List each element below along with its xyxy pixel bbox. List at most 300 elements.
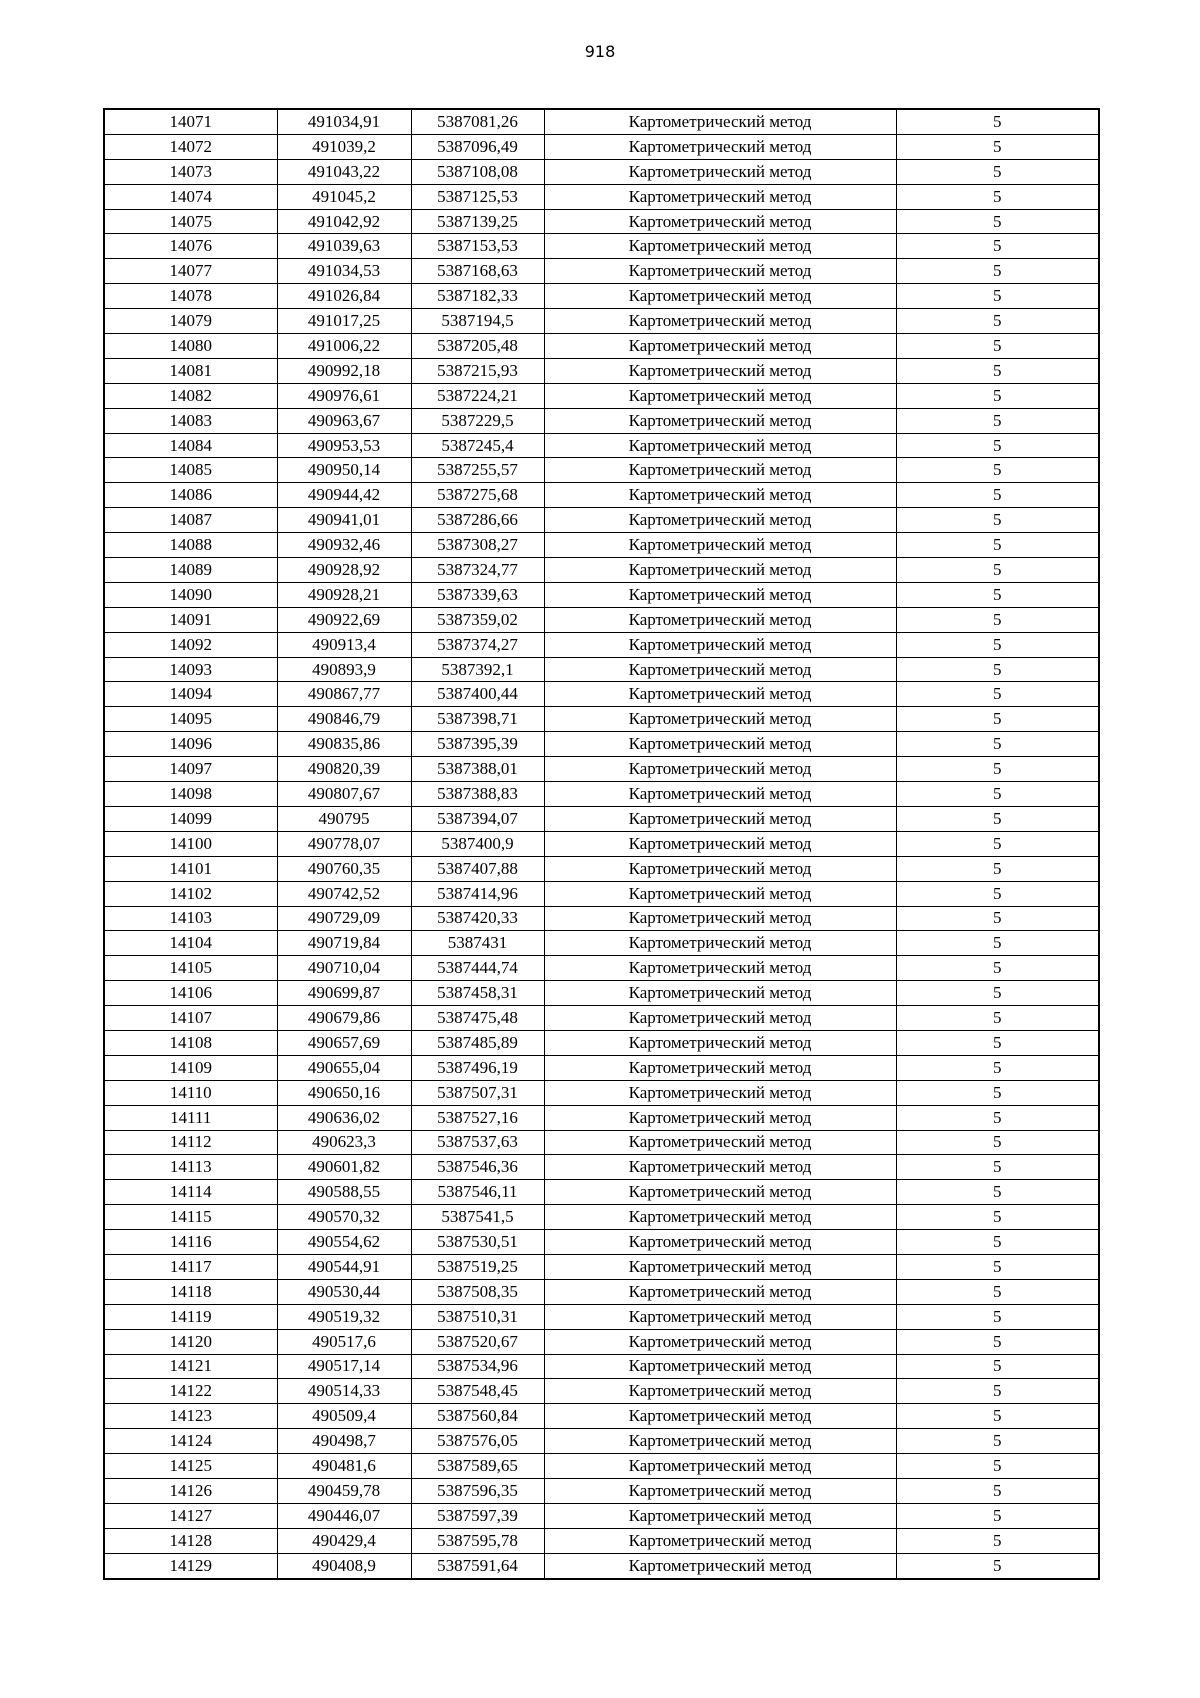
- table-row: [104, 433, 1099, 458]
- method-cell: Картометрический метод: [544, 1329, 896, 1354]
- x-coordinate-cell: 490601,82: [277, 1155, 411, 1180]
- table-row: [104, 1553, 1099, 1578]
- table-row: [104, 234, 1099, 259]
- point-number-cell: 14081: [104, 358, 277, 383]
- accuracy-cell: 5: [896, 159, 1099, 184]
- x-coordinate-cell: 490932,46: [277, 533, 411, 558]
- accuracy-cell: 5: [896, 732, 1099, 757]
- table-row: [104, 1279, 1099, 1304]
- point-number-cell: 14073: [104, 159, 277, 184]
- method-cell: Картометрический метод: [544, 607, 896, 632]
- method-cell: Картометрический метод: [544, 1354, 896, 1379]
- y-coordinate-cell: 5387589,65: [411, 1454, 544, 1479]
- y-coordinate-cell: 5387597,39: [411, 1503, 544, 1528]
- table-row: [104, 558, 1099, 583]
- y-coordinate-cell: 5387414,96: [411, 881, 544, 906]
- point-number-cell: 14111: [104, 1105, 277, 1130]
- accuracy-cell: 5: [896, 707, 1099, 732]
- accuracy-cell: 5: [896, 433, 1099, 458]
- y-coordinate-cell: 5387388,01: [411, 757, 544, 782]
- point-number-cell: 14074: [104, 184, 277, 209]
- method-cell: Картометрический метод: [544, 533, 896, 558]
- y-coordinate-cell: 5387507,31: [411, 1080, 544, 1105]
- point-number-cell: 14128: [104, 1528, 277, 1553]
- table-row: [104, 533, 1099, 558]
- y-coordinate-cell: 5387530,51: [411, 1230, 544, 1255]
- point-number-cell: 14109: [104, 1055, 277, 1080]
- point-number-cell: 14080: [104, 334, 277, 359]
- table-row: [104, 831, 1099, 856]
- table-row: [104, 1478, 1099, 1503]
- table-row: [104, 383, 1099, 408]
- accuracy-cell: 5: [896, 782, 1099, 807]
- y-coordinate-cell: 5387431: [411, 931, 544, 956]
- point-number-cell: 14076: [104, 234, 277, 259]
- point-number-cell: 14119: [104, 1304, 277, 1329]
- accuracy-cell: 5: [896, 259, 1099, 284]
- point-number-cell: 14123: [104, 1404, 277, 1429]
- method-cell: Картометрический метод: [544, 1503, 896, 1528]
- table-row: [104, 657, 1099, 682]
- method-cell: Картометрический метод: [544, 1230, 896, 1255]
- point-number-cell: 14082: [104, 383, 277, 408]
- y-coordinate-cell: 5387194,5: [411, 309, 544, 334]
- point-number-cell: 14084: [104, 433, 277, 458]
- accuracy-cell: 5: [896, 1205, 1099, 1230]
- method-cell: Картометрический метод: [544, 1105, 896, 1130]
- point-number-cell: 14117: [104, 1254, 277, 1279]
- x-coordinate-cell: 490760,35: [277, 856, 411, 881]
- accuracy-cell: 5: [896, 1254, 1099, 1279]
- table-row: [104, 458, 1099, 483]
- accuracy-cell: 5: [896, 657, 1099, 682]
- table-row: [104, 1454, 1099, 1479]
- accuracy-cell: 5: [896, 383, 1099, 408]
- point-number-cell: 14106: [104, 981, 277, 1006]
- table-row: [104, 906, 1099, 931]
- point-number-cell: 14112: [104, 1130, 277, 1155]
- point-number-cell: 14124: [104, 1429, 277, 1454]
- x-coordinate-cell: 490976,61: [277, 383, 411, 408]
- accuracy-cell: 5: [896, 881, 1099, 906]
- x-coordinate-cell: 490519,32: [277, 1304, 411, 1329]
- table-row: [104, 483, 1099, 508]
- accuracy-cell: 5: [896, 906, 1099, 931]
- method-cell: Картометрический метод: [544, 483, 896, 508]
- coordinates-table: [103, 108, 1100, 1580]
- table-row: [104, 1230, 1099, 1255]
- table-row: [104, 508, 1099, 533]
- method-cell: Картометрический метод: [544, 458, 896, 483]
- y-coordinate-cell: 5387595,78: [411, 1528, 544, 1553]
- method-cell: Картометрический метод: [544, 109, 896, 134]
- accuracy-cell: 5: [896, 458, 1099, 483]
- y-coordinate-cell: 5387537,63: [411, 1130, 544, 1155]
- point-number-cell: 14083: [104, 408, 277, 433]
- y-coordinate-cell: 5387519,25: [411, 1254, 544, 1279]
- y-coordinate-cell: 5387339,63: [411, 582, 544, 607]
- x-coordinate-cell: 490459,78: [277, 1478, 411, 1503]
- accuracy-cell: 5: [896, 533, 1099, 558]
- table-row: [104, 134, 1099, 159]
- table-row: [104, 159, 1099, 184]
- table-row: [104, 209, 1099, 234]
- table-row: [104, 707, 1099, 732]
- table-row: [104, 1105, 1099, 1130]
- x-coordinate-cell: 490928,21: [277, 582, 411, 607]
- y-coordinate-cell: 5387096,49: [411, 134, 544, 159]
- y-coordinate-cell: 5387139,25: [411, 209, 544, 234]
- accuracy-cell: 5: [896, 558, 1099, 583]
- accuracy-cell: 5: [896, 1478, 1099, 1503]
- point-number-cell: 14125: [104, 1454, 277, 1479]
- accuracy-cell: 5: [896, 1429, 1099, 1454]
- y-coordinate-cell: 5387534,96: [411, 1354, 544, 1379]
- x-coordinate-cell: 490913,4: [277, 632, 411, 657]
- method-cell: Картометрический метод: [544, 931, 896, 956]
- x-coordinate-cell: 490498,7: [277, 1429, 411, 1454]
- method-cell: Картометрический метод: [544, 981, 896, 1006]
- y-coordinate-cell: 5387591,64: [411, 1553, 544, 1578]
- point-number-cell: 14095: [104, 707, 277, 732]
- x-coordinate-cell: 490446,07: [277, 1503, 411, 1528]
- accuracy-cell: 5: [896, 981, 1099, 1006]
- table-row: [104, 782, 1099, 807]
- accuracy-cell: 5: [896, 1528, 1099, 1553]
- y-coordinate-cell: 5387394,07: [411, 806, 544, 831]
- y-coordinate-cell: 5387308,27: [411, 533, 544, 558]
- point-number-cell: 14116: [104, 1230, 277, 1255]
- y-coordinate-cell: 5387496,19: [411, 1055, 544, 1080]
- y-coordinate-cell: 5387485,89: [411, 1030, 544, 1055]
- method-cell: Картометрический метод: [544, 558, 896, 583]
- table-row: [104, 109, 1099, 134]
- x-coordinate-cell: 490514,33: [277, 1379, 411, 1404]
- method-cell: Картометрический метод: [544, 1130, 896, 1155]
- table-row: [104, 309, 1099, 334]
- x-coordinate-cell: 490893,9: [277, 657, 411, 682]
- point-number-cell: 14100: [104, 831, 277, 856]
- method-cell: Картометрический метод: [544, 234, 896, 259]
- x-coordinate-cell: 490742,52: [277, 881, 411, 906]
- table-row: [104, 956, 1099, 981]
- table-row: [104, 1130, 1099, 1155]
- accuracy-cell: 5: [896, 1304, 1099, 1329]
- table-row: [104, 1254, 1099, 1279]
- x-coordinate-cell: 490719,84: [277, 931, 411, 956]
- x-coordinate-cell: 490679,86: [277, 1006, 411, 1031]
- table-row: [104, 582, 1099, 607]
- table-row: [104, 1180, 1099, 1205]
- method-cell: Картометрический метод: [544, 1006, 896, 1031]
- y-coordinate-cell: 5387205,48: [411, 334, 544, 359]
- table-row: [104, 632, 1099, 657]
- y-coordinate-cell: 5387527,16: [411, 1105, 544, 1130]
- y-coordinate-cell: 5387520,67: [411, 1329, 544, 1354]
- accuracy-cell: 5: [896, 632, 1099, 657]
- point-number-cell: 14096: [104, 732, 277, 757]
- x-coordinate-cell: 490795: [277, 806, 411, 831]
- accuracy-cell: 5: [896, 1454, 1099, 1479]
- accuracy-cell: 5: [896, 309, 1099, 334]
- x-coordinate-cell: 490530,44: [277, 1279, 411, 1304]
- x-coordinate-cell: 490408,9: [277, 1553, 411, 1578]
- y-coordinate-cell: 5387168,63: [411, 259, 544, 284]
- x-coordinate-cell: 491039,2: [277, 134, 411, 159]
- table-row: [104, 1329, 1099, 1354]
- method-cell: Картометрический метод: [544, 881, 896, 906]
- page-number: 918: [584, 42, 616, 61]
- accuracy-cell: 5: [896, 109, 1099, 134]
- y-coordinate-cell: 5387444,74: [411, 956, 544, 981]
- accuracy-cell: 5: [896, 234, 1099, 259]
- table-row: [104, 856, 1099, 881]
- table-row: [104, 607, 1099, 632]
- table-row: [104, 1205, 1099, 1230]
- point-number-cell: 14086: [104, 483, 277, 508]
- point-number-cell: 14085: [104, 458, 277, 483]
- point-number-cell: 14118: [104, 1279, 277, 1304]
- y-coordinate-cell: 5387510,31: [411, 1304, 544, 1329]
- accuracy-cell: 5: [896, 931, 1099, 956]
- method-cell: Картометрический метод: [544, 806, 896, 831]
- y-coordinate-cell: 5387398,71: [411, 707, 544, 732]
- point-number-cell: 14129: [104, 1553, 277, 1578]
- y-coordinate-cell: 5387420,33: [411, 906, 544, 931]
- x-coordinate-cell: 490922,69: [277, 607, 411, 632]
- y-coordinate-cell: 5387245,4: [411, 433, 544, 458]
- y-coordinate-cell: 5387576,05: [411, 1429, 544, 1454]
- point-number-cell: 14102: [104, 881, 277, 906]
- accuracy-cell: 5: [896, 757, 1099, 782]
- point-number-cell: 14120: [104, 1329, 277, 1354]
- point-number-cell: 14087: [104, 508, 277, 533]
- table-row: [104, 1080, 1099, 1105]
- accuracy-cell: 5: [896, 607, 1099, 632]
- y-coordinate-cell: 5387224,21: [411, 383, 544, 408]
- point-number-cell: 14075: [104, 209, 277, 234]
- accuracy-cell: 5: [896, 1379, 1099, 1404]
- y-coordinate-cell: 5387395,39: [411, 732, 544, 757]
- method-cell: Картометрический метод: [544, 582, 896, 607]
- table-row: [104, 757, 1099, 782]
- y-coordinate-cell: 5387286,66: [411, 508, 544, 533]
- y-coordinate-cell: 5387541,5: [411, 1205, 544, 1230]
- method-cell: Картометрический метод: [544, 358, 896, 383]
- y-coordinate-cell: 5387392,1: [411, 657, 544, 682]
- x-coordinate-cell: 491039,63: [277, 234, 411, 259]
- y-coordinate-cell: 5387229,5: [411, 408, 544, 433]
- coordinates-table-body: [104, 109, 1099, 1579]
- y-coordinate-cell: 5387153,53: [411, 234, 544, 259]
- y-coordinate-cell: 5387374,27: [411, 632, 544, 657]
- y-coordinate-cell: 5387596,35: [411, 1478, 544, 1503]
- method-cell: Картометрический метод: [544, 757, 896, 782]
- method-cell: Картометрический метод: [544, 508, 896, 533]
- point-number-cell: 14104: [104, 931, 277, 956]
- x-coordinate-cell: 490517,6: [277, 1329, 411, 1354]
- accuracy-cell: 5: [896, 358, 1099, 383]
- x-coordinate-cell: 490517,14: [277, 1354, 411, 1379]
- x-coordinate-cell: 490544,91: [277, 1254, 411, 1279]
- point-number-cell: 14098: [104, 782, 277, 807]
- point-number-cell: 14097: [104, 757, 277, 782]
- y-coordinate-cell: 5387215,93: [411, 358, 544, 383]
- method-cell: Картометрический метод: [544, 632, 896, 657]
- y-coordinate-cell: 5387458,31: [411, 981, 544, 1006]
- x-coordinate-cell: 490941,01: [277, 508, 411, 533]
- y-coordinate-cell: 5387388,83: [411, 782, 544, 807]
- accuracy-cell: 5: [896, 1130, 1099, 1155]
- x-coordinate-cell: 490928,92: [277, 558, 411, 583]
- accuracy-cell: 5: [896, 1055, 1099, 1080]
- accuracy-cell: 5: [896, 1155, 1099, 1180]
- method-cell: Картометрический метод: [544, 1155, 896, 1180]
- accuracy-cell: 5: [896, 209, 1099, 234]
- x-coordinate-cell: 490820,39: [277, 757, 411, 782]
- x-coordinate-cell: 490992,18: [277, 358, 411, 383]
- accuracy-cell: 5: [896, 806, 1099, 831]
- x-coordinate-cell: 490509,4: [277, 1404, 411, 1429]
- accuracy-cell: 5: [896, 334, 1099, 359]
- method-cell: Картометрический метод: [544, 732, 896, 757]
- table-row: [104, 184, 1099, 209]
- y-coordinate-cell: 5387275,68: [411, 483, 544, 508]
- table-row: [104, 1030, 1099, 1055]
- point-number-cell: 14077: [104, 259, 277, 284]
- method-cell: Картометрический метод: [544, 1478, 896, 1503]
- x-coordinate-cell: 491017,25: [277, 309, 411, 334]
- x-coordinate-cell: 490570,32: [277, 1205, 411, 1230]
- x-coordinate-cell: 490729,09: [277, 906, 411, 931]
- y-coordinate-cell: 5387508,35: [411, 1279, 544, 1304]
- method-cell: Картометрический метод: [544, 707, 896, 732]
- point-number-cell: 14071: [104, 109, 277, 134]
- x-coordinate-cell: 490588,55: [277, 1180, 411, 1205]
- accuracy-cell: 5: [896, 1404, 1099, 1429]
- x-coordinate-cell: 491043,22: [277, 159, 411, 184]
- method-cell: Картометрический метод: [544, 209, 896, 234]
- point-number-cell: 14092: [104, 632, 277, 657]
- point-number-cell: 14089: [104, 558, 277, 583]
- accuracy-cell: 5: [896, 508, 1099, 533]
- method-cell: Картометрический метод: [544, 1254, 896, 1279]
- x-coordinate-cell: 490429,4: [277, 1528, 411, 1553]
- method-cell: Картометрический метод: [544, 1304, 896, 1329]
- x-coordinate-cell: 490867,77: [277, 682, 411, 707]
- y-coordinate-cell: 5387324,77: [411, 558, 544, 583]
- method-cell: Картометрический метод: [544, 831, 896, 856]
- table-row: [104, 334, 1099, 359]
- x-coordinate-cell: 490944,42: [277, 483, 411, 508]
- y-coordinate-cell: 5387407,88: [411, 856, 544, 881]
- table-row: [104, 1429, 1099, 1454]
- y-coordinate-cell: 5387255,57: [411, 458, 544, 483]
- method-cell: Картометрический метод: [544, 682, 896, 707]
- point-number-cell: 14113: [104, 1155, 277, 1180]
- x-coordinate-cell: 490650,16: [277, 1080, 411, 1105]
- point-number-cell: 14094: [104, 682, 277, 707]
- accuracy-cell: 5: [896, 831, 1099, 856]
- method-cell: Картометрический метод: [544, 657, 896, 682]
- accuracy-cell: 5: [896, 134, 1099, 159]
- method-cell: Картометрический метод: [544, 906, 896, 931]
- method-cell: Картометрический метод: [544, 1429, 896, 1454]
- point-number-cell: 14072: [104, 134, 277, 159]
- point-number-cell: 14127: [104, 1503, 277, 1528]
- accuracy-cell: 5: [896, 1230, 1099, 1255]
- table-row: [104, 1304, 1099, 1329]
- table-row: [104, 881, 1099, 906]
- method-cell: Картометрический метод: [544, 334, 896, 359]
- y-coordinate-cell: 5387081,26: [411, 109, 544, 134]
- x-coordinate-cell: 490657,69: [277, 1030, 411, 1055]
- table-row: [104, 682, 1099, 707]
- x-coordinate-cell: 490950,14: [277, 458, 411, 483]
- table-row: [104, 1155, 1099, 1180]
- point-number-cell: 14114: [104, 1180, 277, 1205]
- table-row: [104, 408, 1099, 433]
- method-cell: Картометрический метод: [544, 284, 896, 309]
- accuracy-cell: 5: [896, 582, 1099, 607]
- accuracy-cell: 5: [896, 856, 1099, 881]
- method-cell: Картометрический метод: [544, 1055, 896, 1080]
- table-row: [104, 1503, 1099, 1528]
- table-row: [104, 1055, 1099, 1080]
- y-coordinate-cell: 5387400,44: [411, 682, 544, 707]
- x-coordinate-cell: 491042,92: [277, 209, 411, 234]
- x-coordinate-cell: 490655,04: [277, 1055, 411, 1080]
- table-row: [104, 1006, 1099, 1031]
- x-coordinate-cell: 491045,2: [277, 184, 411, 209]
- x-coordinate-cell: 490623,3: [277, 1130, 411, 1155]
- x-coordinate-cell: 491006,22: [277, 334, 411, 359]
- method-cell: Картометрический метод: [544, 134, 896, 159]
- table-row: [104, 358, 1099, 383]
- method-cell: Картометрический метод: [544, 1454, 896, 1479]
- x-coordinate-cell: 490699,87: [277, 981, 411, 1006]
- point-number-cell: 14099: [104, 806, 277, 831]
- method-cell: Картометрический метод: [544, 1180, 896, 1205]
- point-number-cell: 14088: [104, 533, 277, 558]
- x-coordinate-cell: 490835,86: [277, 732, 411, 757]
- point-number-cell: 14115: [104, 1205, 277, 1230]
- method-cell: Картометрический метод: [544, 259, 896, 284]
- x-coordinate-cell: 490963,67: [277, 408, 411, 433]
- x-coordinate-cell: 490807,67: [277, 782, 411, 807]
- point-number-cell: 14078: [104, 284, 277, 309]
- x-coordinate-cell: 491034,91: [277, 109, 411, 134]
- point-number-cell: 14091: [104, 607, 277, 632]
- y-coordinate-cell: 5387546,36: [411, 1155, 544, 1180]
- x-coordinate-cell: 490636,02: [277, 1105, 411, 1130]
- method-cell: Картометрический метод: [544, 408, 896, 433]
- table-row: [104, 259, 1099, 284]
- accuracy-cell: 5: [896, 1080, 1099, 1105]
- x-coordinate-cell: 490953,53: [277, 433, 411, 458]
- point-number-cell: 14110: [104, 1080, 277, 1105]
- method-cell: Картометрический метод: [544, 1205, 896, 1230]
- accuracy-cell: 5: [896, 1279, 1099, 1304]
- method-cell: Картометрический метод: [544, 1528, 896, 1553]
- y-coordinate-cell: 5387560,84: [411, 1404, 544, 1429]
- accuracy-cell: 5: [896, 483, 1099, 508]
- x-coordinate-cell: 490710,04: [277, 956, 411, 981]
- accuracy-cell: 5: [896, 284, 1099, 309]
- y-coordinate-cell: 5387548,45: [411, 1379, 544, 1404]
- table-row: [104, 931, 1099, 956]
- method-cell: Картометрический метод: [544, 1279, 896, 1304]
